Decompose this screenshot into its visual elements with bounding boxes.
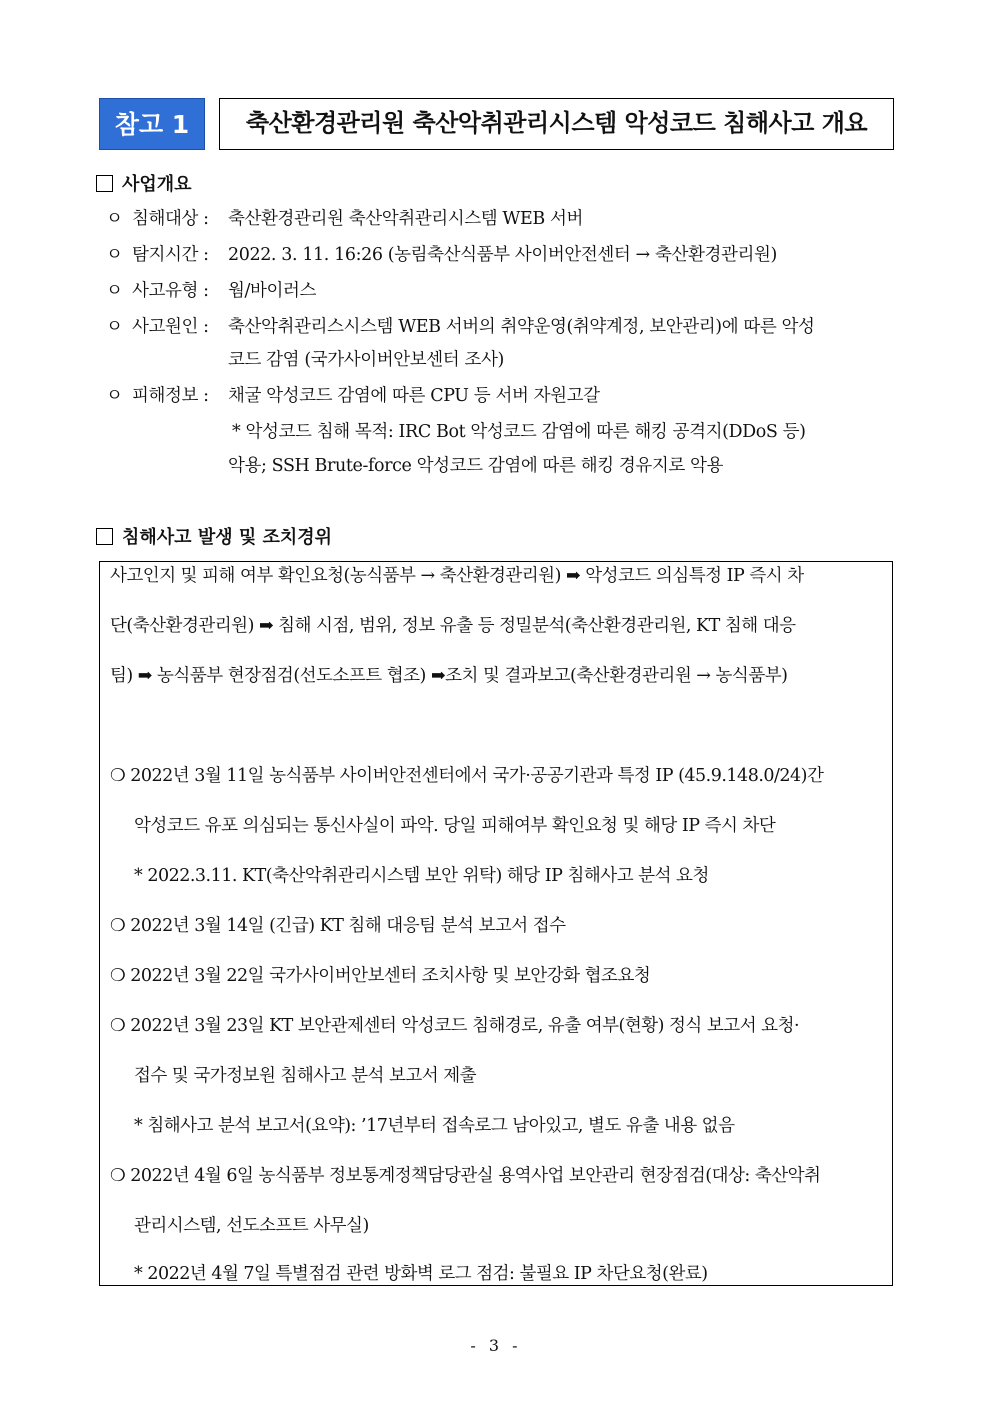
event-line: ❍ 2022년 3월 11일 농식품부 사이버안전센터에서 국가·공공기관과 특정 IP (45.9.148.0/24)간 xyxy=(110,766,824,786)
event-line: ❍ 2022년 3월 23일 KT 보안관제센터 악성코드 침해경로, 유출 여부(현황) 정식 보고서 요청· xyxy=(110,1016,800,1036)
checkbox-square-icon xyxy=(96,175,113,192)
item-key: 사고원인 : xyxy=(132,317,209,337)
overview-item xyxy=(106,205,583,230)
event-note: * 2022.3.11. KT(축산악취관리시스템 보안 위탁) 해당 IP 침해사고 분석 요청 xyxy=(134,866,709,886)
section-heading-incident xyxy=(96,523,332,549)
document-title: 축산환경관리원 축산악취관리시스템 악성코드 침해사고 개요 xyxy=(219,98,894,150)
item-key: 사고유형 : xyxy=(132,281,209,301)
section-heading-text: 사업개요 xyxy=(122,174,192,195)
bullet: ㅇ xyxy=(106,209,123,229)
item-continuation: 코드 감염 (국가사이버안보센터 조사) xyxy=(228,350,504,370)
bullet: ㅇ xyxy=(106,281,123,301)
item-value: 축산악취관리스시스템 WEB 서버의 취약운영(취약계정, 보안관리)에 따른 악성 xyxy=(228,317,815,337)
section-heading-overview xyxy=(96,170,192,196)
bullet: ㅇ xyxy=(106,245,123,265)
section-heading-text: 침해사고 발생 및 조치경위 xyxy=(122,527,333,548)
event-line: 악성코드 유포 의심되는 통신사실이 파악. 당일 피해여부 확인요청 및 해당 IP 즉시 차단 xyxy=(134,816,776,836)
overview-item xyxy=(106,382,600,407)
item-note: * 악성코드 침해 목적: IRC Bot 악성코드 감염에 따른 해킹 공격지(DDoS 등) xyxy=(232,422,806,442)
title-row xyxy=(99,98,894,150)
checkbox-square-icon xyxy=(96,528,113,545)
event-line: ❍ 2022년 4월 6일 농식품부 정보통계정책담당관실 용역사업 보안관리 현장점검(대상: 축산악취 xyxy=(110,1166,821,1186)
item-key: 탐지시간 : xyxy=(132,245,209,265)
event-line: ❍ 2022년 3월 14일 (긴급) KT 침해 대응팀 분석 보고서 접수 xyxy=(110,916,566,936)
item-key: 침해대상 : xyxy=(132,209,209,229)
item-key: 피해정보 : xyxy=(132,386,209,406)
item-value: 축산환경관리원 축산악취관리시스템 WEB 서버 xyxy=(228,209,583,229)
page-number: - 3 - xyxy=(470,1336,522,1355)
item-continuation: 악용; SSH Brute-force 악성코드 감염에 따른 해킹 경유지로 악용 xyxy=(228,456,724,476)
event-line: 접수 및 국가정보원 침해사고 분석 보고서 제출 xyxy=(134,1066,477,1086)
overview-item xyxy=(106,277,316,302)
overview-item xyxy=(106,241,777,266)
incident-box xyxy=(99,561,893,1286)
item-value: 2022. 3. 11. 16:26 (농림축산식품부 사이버안전센터 → 축산환경관리원) xyxy=(228,245,777,265)
event-note: * 침해사고 분석 보고서(요약): ’17년부터 접속로그 남아있고, 별도 유출 내용 없음 xyxy=(134,1116,735,1136)
flow-line: 팀) ➡ 농식품부 현장점검(선도소프트 협조) ➡조치 및 결과보고(축산환경관리원 → 농식품부) xyxy=(110,666,788,686)
event-note: * 2022년 4월 7일 특별점검 관련 방화벽 로그 점검: 불필요 IP 차단요청(완료) xyxy=(134,1264,708,1284)
flow-line: 단(축산환경관리원) ➡ 침해 시점, 범위, 정보 유출 등 정밀분석(축산환경관리원, KT 침해 대응 xyxy=(110,616,796,636)
item-value: 채굴 악성코드 감염에 따른 CPU 등 서버 자원고갈 xyxy=(228,386,600,406)
reference-tag: 참고 1 xyxy=(99,98,205,150)
event-line: ❍ 2022년 3월 22일 국가사이버안보센터 조치사항 및 보안강화 협조요청 xyxy=(110,966,651,986)
item-value: 웜/바이러스 xyxy=(228,281,317,301)
bullet: ㅇ xyxy=(106,317,123,337)
overview-item xyxy=(106,313,815,338)
flow-line: 사고인지 및 피해 여부 확인요청(농식품부 → 축산환경관리원) ➡ 악성코드 의심특정 IP 즉시 차 xyxy=(110,566,804,586)
bullet: ㅇ xyxy=(106,386,123,406)
event-line: 관리시스템, 선도소프트 사무실) xyxy=(134,1216,369,1236)
